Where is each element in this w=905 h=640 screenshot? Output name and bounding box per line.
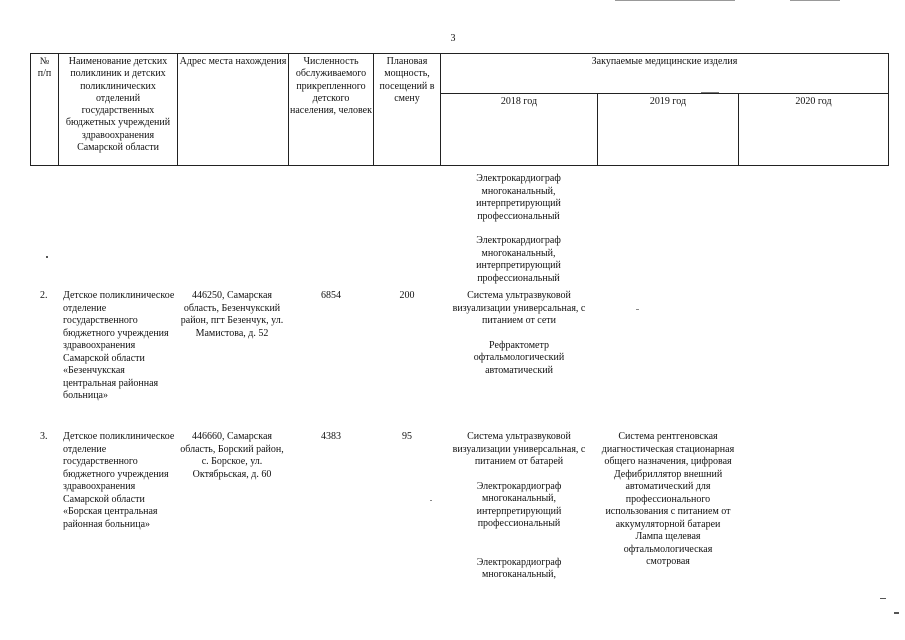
list-item: Электрокардиограф многоканальный, интерпретирующий профессиональный <box>476 480 562 529</box>
row-address: 446660, Самарская область, Борский район, с. Борское, ул. Октябрьская, д. 60 <box>180 431 284 480</box>
scan-mark <box>880 598 886 599</box>
row-institution-name: Детское поликлиническое отделение государственного бюджетного учреждения здравоохранения Самарской области «Борская центральная районная больница» <box>63 431 175 530</box>
list-item: Система рентгеновская диагностическая стационарная общего назначения, цифровая <box>601 431 735 467</box>
col-header-address: Адрес места нахождения <box>179 56 287 67</box>
col-header-number: № п/п <box>37 56 52 80</box>
col-header-procured: Закупаемые медицинские изделия <box>591 56 738 67</box>
row-capacity: 95 <box>402 431 412 442</box>
row-population: 4383 <box>321 431 341 442</box>
list-item: Система ультразвуковой визуализации универсальная, с питанием от батарей <box>452 431 586 467</box>
scan-mark <box>701 92 719 93</box>
continuation-2018-items <box>452 173 585 285</box>
row-items-2019 <box>601 431 735 569</box>
row-institution-name: Детское поликлиническое отделение государственного бюджетного учреждения здравоохранения Самарской области «Безенчукская центральная районная больница» <box>63 290 175 401</box>
scan-speck <box>636 309 639 310</box>
list-item: Система ультразвуковой визуализации универсальная, с питанием от сети <box>452 290 586 326</box>
col-header-population: Численность обслуживаемого прикрепленного детского населения, человек <box>290 56 372 117</box>
scan-mark <box>790 0 840 1</box>
list-item: Электрокардиограф многоканальный, интерпретирующий профессиональный <box>476 173 561 222</box>
col-header-year-2019: 2019 год <box>649 96 687 107</box>
scan-mark <box>615 0 735 1</box>
row-number: 3. <box>40 431 48 442</box>
list-item: Рефрактометр офтальмологический автоматический <box>473 339 565 376</box>
list-item: Электрокардиограф многоканальный, <box>476 556 562 580</box>
row-items-2018 <box>445 431 593 582</box>
list-item: Лампа щелевая офтальмологическая смотровая <box>623 531 713 567</box>
row-capacity: 200 <box>399 290 415 301</box>
scan-mark <box>894 612 899 614</box>
scan-speck <box>46 256 48 258</box>
row-number: 2. <box>40 290 48 301</box>
page-number: 3 <box>450 33 456 44</box>
col-header-name: Наименование детских поликлиник и детских поликлинических отделений государственных бюджетных учреждений здравоохранения Самарской области <box>65 56 171 154</box>
scan-speck <box>430 500 432 501</box>
list-item: Дефибриллятор внешний автоматический для профессионального использования с питанием от аккумуляторной батареи <box>605 468 731 530</box>
col-header-capacity: Плановая мощность, посещений в смену <box>379 56 435 104</box>
row-address: 446250, Самарская область, Безенчукский район, пгт Безенчук, ул. Мамистова, д. 52 <box>180 290 284 339</box>
col-header-year-2018: 2018 год <box>500 96 538 107</box>
row-items-2018 <box>445 290 593 377</box>
list-item: Электрокардиограф многоканальный, интерпретирующий профессиональный <box>476 235 561 284</box>
row-population: 6854 <box>321 290 341 301</box>
col-header-year-2020: 2020 год <box>795 96 832 107</box>
